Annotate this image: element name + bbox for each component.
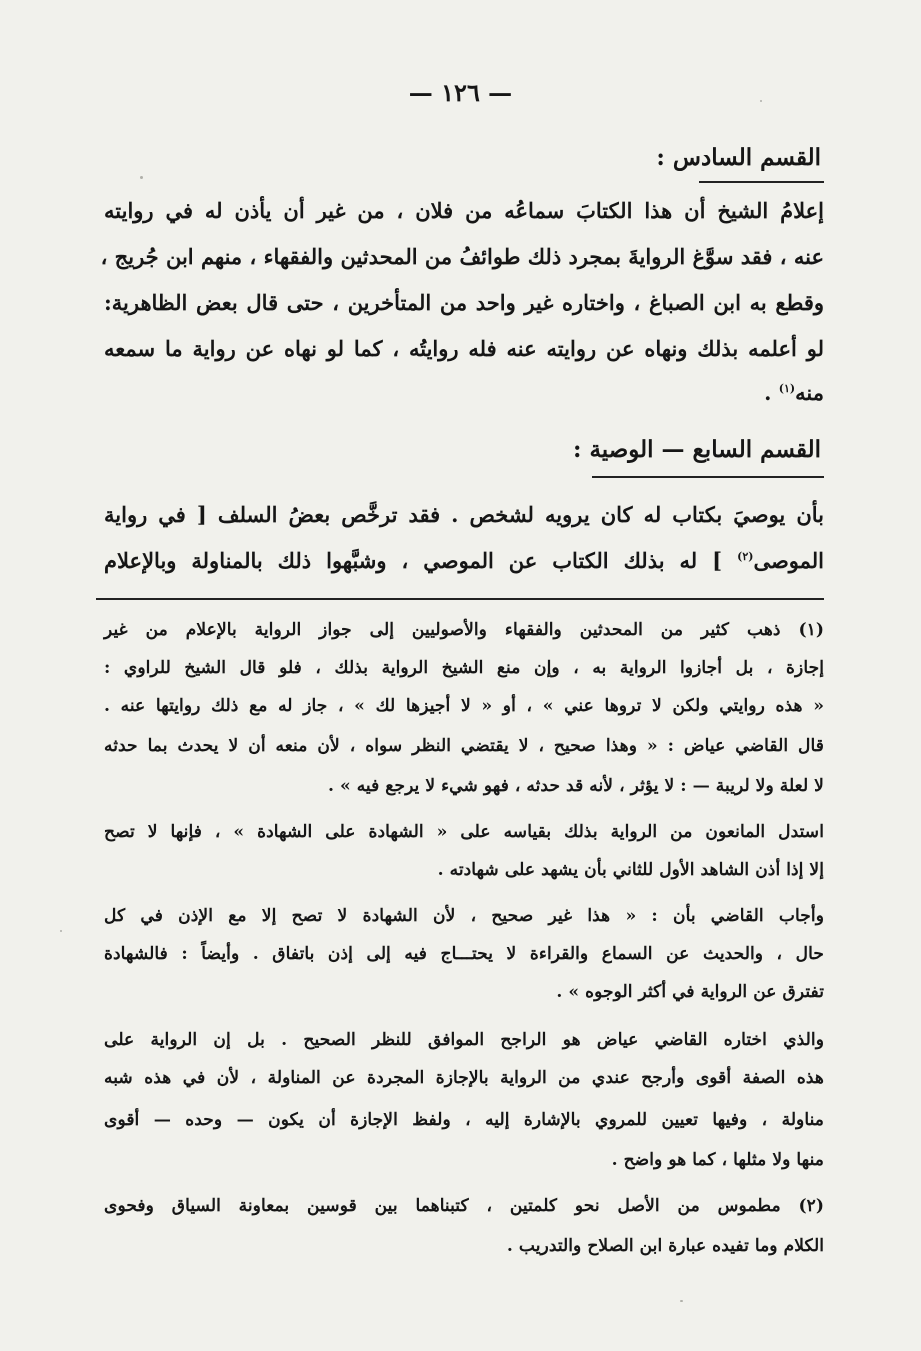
page-number: — ١٢٦ — [408,78,513,107]
text-line: لو أعلمه بذلك ونهاه عن روايته عنه فله روايتُه ، كما لو نهاه عن رواية ما سمعه [104,336,824,361]
footnote-line: والذي اختاره القاضي عياض هو الراجح الموافق للنظر الصحيح . بل إن الرواية على [104,1030,824,1050]
scan-speck [140,176,143,179]
text-line: بأن يوصيَ بكتاب له كان يرويه لشخص . فقد ترخَّص بعضُ السلف [ في رواية [104,502,824,527]
text-line [104,380,824,418]
footnote-line: هذه الصفة أقوى وأرجح عندي من الرواية بالإجازة المجردة عن المناولة ، لأن في هذه شبه [104,1068,824,1088]
heading-underline [699,181,824,183]
text-line: إعلامُ الشيخ أن هذا الكتابَ سماعُه من فلان ، من غير أن يأذن له في روايته [104,198,824,223]
footnote-line: حال ، والحديث عن السماع والقراءة لا يحتـــاج فيه إلى إذن باتفاق . وأيضاً : فالشهادة [104,944,824,964]
footnote-ref-2: (٢) [737,550,754,563]
footnote-line: استدل المانعون من الرواية بذلك بقياسه على « الشهادة على الشهادة » ، فإنها لا تصح [104,822,824,842]
text-fragment: . [764,380,772,405]
footnote-separator [96,598,824,600]
footnote-line: وأجاب القاضي بأن : « هذا غير صحيح ، لأن الشهادة لا تصح إلا مع الإذن في كل [104,906,824,926]
text-fragment: منه [795,380,824,405]
footnote-line: مناولة ، وفيها تعيين للمروي بالإشارة إليه ، ولفظ الإجازة أن يكون — وحده — أقوى [104,1110,824,1130]
footnote-line: لا لعلة ولا لريبة — : لا يؤثر ، لأنه قد حدثه ، فهو شيء لا يرجع فيه » . [328,776,824,796]
section-heading-seventh: القسم السابع — الوصية : [572,436,821,463]
text-line: وقطع به ابن الصباغ ، واختاره غير واحد من المتأخرين ، حتى قال بعض الظاهرية: [104,290,824,315]
footnote-line: (٢) مطموس من الأصل نحو كلمتين ، كتبناهما بين قوسين بمعاونة السياق وفحوى [104,1196,824,1216]
footnote-line: (١) ذهب كثير من المحدثين والفقهاء والأصوليين إلى جواز الرواية بالإعلام من غير [104,620,824,640]
section-heading-sixth: القسم السادس : [656,144,821,171]
text-fragment: الموصى [753,548,825,573]
text-fragment: ] له بذلك الكتاب عن الموصي ، وشبَّهوا ذلك بالمناولة وبالإعلام [104,548,723,573]
footnote-line: الكلام وما تفيده عبارة ابن الصلاح والتدريب . [506,1236,824,1256]
scan-speck [60,930,62,932]
scan-speck [760,100,762,102]
footnote-line: منها ولا مثلها ، كما هو واضح . [611,1150,824,1170]
heading-underline [592,476,824,478]
footnote-line: إلا إذا أذن الشاهد الأول للثاني بأن يشهد على شهادته . [437,860,824,880]
footnote-line: إجازة ، بل أجازوا الرواية به ، وإن منع الشيخ الرواية بذلك ، فلو قال الشيخ للراوي : [104,658,824,678]
text-line [104,548,824,586]
footnote-line: « هذه روايتي ولكن لا تروها عني » ، أو « لا أجيزها لك » ، جاز له مع ذلك روايتها عنه . [104,696,824,716]
scan-speck [680,1300,683,1302]
footnote-line: تفترق عن الرواية في أكثر الوجوه » . [556,982,824,1002]
footnote-ref-1: (١) [778,382,796,395]
text-line: عنه ، فقد سوَّغ الروايةَ بمجرد ذلك طوائفُ من المحدثين والفقهاء ، منهم ابن جُريج ، [100,244,824,269]
footnote-line: قال القاضي عياض : « وهذا صحيح ، لا يقتضي النظر سواه ، لأن منعه أن لا يحدث بما حدثه [104,736,824,756]
